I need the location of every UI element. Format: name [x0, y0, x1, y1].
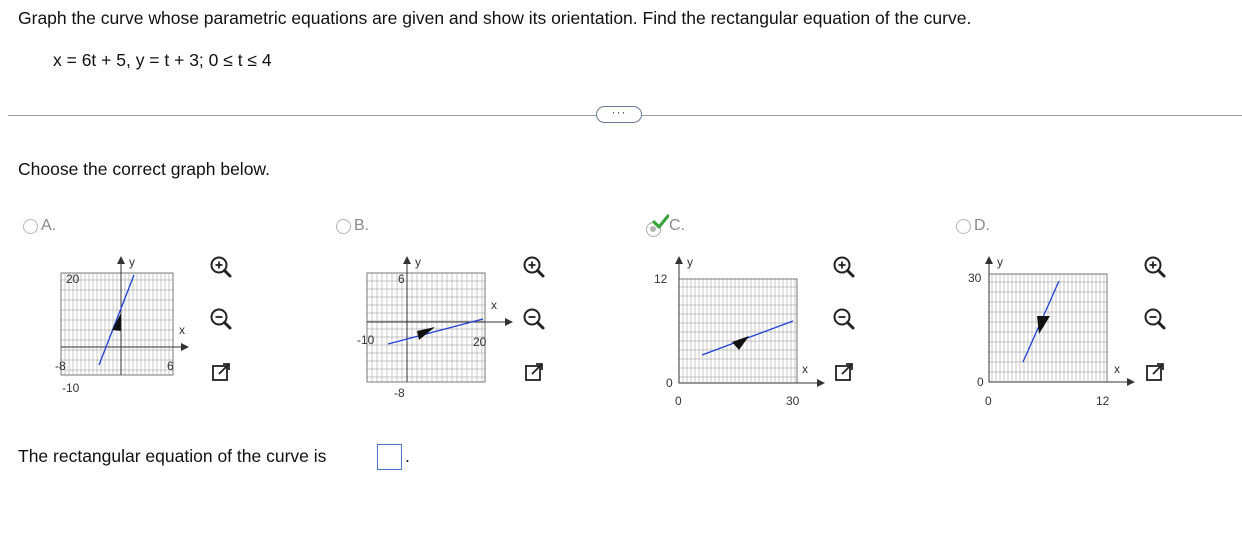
- option-a-zoom-in-icon[interactable]: [208, 254, 234, 280]
- option-d-zoom-in-icon[interactable]: [1142, 254, 1168, 280]
- option-b-radio[interactable]: [336, 219, 351, 234]
- option-a-xtick-left: -8: [55, 359, 66, 373]
- option-c-ytick-bottom: 0: [666, 376, 673, 390]
- choose-prompt: Choose the correct graph below.: [18, 159, 270, 179]
- option-b-x-axis-label: x: [491, 298, 497, 312]
- option-c-label: C.: [669, 217, 685, 234]
- option-b-ytick-bottom: -8: [394, 386, 405, 400]
- option-a-radio[interactable]: [23, 219, 38, 234]
- option-a-y-axis-label: y: [129, 255, 135, 269]
- option-a-x-axis-label: x: [179, 323, 185, 337]
- option-b-xtick-right: 20: [473, 335, 487, 349]
- option-b-ytick-top: 6: [398, 272, 405, 286]
- option-d-zoom-out-icon[interactable]: [1142, 306, 1168, 332]
- question-text: Graph the curve whose parametric equations are given and show its orientation. Find the rectangular equation of the curve.: [18, 8, 972, 28]
- option-d-y-axis-label: y: [997, 255, 1003, 269]
- check-icon: [652, 214, 669, 231]
- option-a-xtick-right: 6: [167, 359, 174, 373]
- option-b-expand-icon[interactable]: [521, 359, 547, 385]
- option-c-expand-icon[interactable]: [831, 359, 857, 385]
- option-a-expand-icon[interactable]: [208, 359, 234, 385]
- option-a-ytick-bottom: -10: [62, 381, 80, 395]
- option-c-xtick-left: 0: [675, 394, 682, 408]
- option-d-x-axis-label: x: [1114, 362, 1120, 376]
- option-b-zoom-in-icon[interactable]: [521, 254, 547, 280]
- option-b-label: B.: [354, 217, 370, 234]
- answer-input[interactable]: [377, 444, 402, 470]
- option-c-zoom-in-icon[interactable]: [831, 254, 857, 280]
- option-c-x-axis-label: x: [802, 362, 808, 376]
- more-button-label: ···: [611, 105, 627, 119]
- parametric-equations: x = 6t + 5, y = t + 3; 0 ≤ t ≤ 4: [53, 50, 272, 70]
- option-d-xtick-right: 12: [1096, 394, 1110, 408]
- option-d-xtick-left: 0: [985, 394, 992, 408]
- option-d-ytick-top: 30: [968, 271, 982, 285]
- option-c-zoom-out-icon[interactable]: [831, 306, 857, 332]
- option-d-label: D.: [974, 217, 990, 234]
- option-a-ytick-top: 20: [66, 272, 80, 286]
- option-d-expand-icon[interactable]: [1142, 359, 1168, 385]
- option-a-label: A.: [41, 217, 57, 234]
- answer-period: .: [405, 446, 410, 466]
- option-a-graph: [55, 252, 195, 402]
- option-b-zoom-out-icon[interactable]: [521, 306, 547, 332]
- option-d-ytick-bottom: 0: [977, 375, 984, 389]
- more-button[interactable]: [596, 106, 642, 123]
- answer-prompt: The rectangular equation of the curve is: [18, 446, 327, 466]
- option-a-zoom-out-icon[interactable]: [208, 306, 234, 332]
- option-c-ytick-top: 12: [654, 272, 668, 286]
- option-b-y-axis-label: y: [415, 255, 421, 269]
- option-d-graph: [955, 252, 1140, 412]
- option-b-graph: [355, 252, 525, 402]
- option-b-xtick-left: -10: [357, 333, 375, 347]
- option-c-y-axis-label: y: [687, 255, 693, 269]
- option-c-graph: [642, 252, 832, 412]
- option-d-radio[interactable]: [956, 219, 971, 234]
- option-c-xtick-right: 30: [786, 394, 800, 408]
